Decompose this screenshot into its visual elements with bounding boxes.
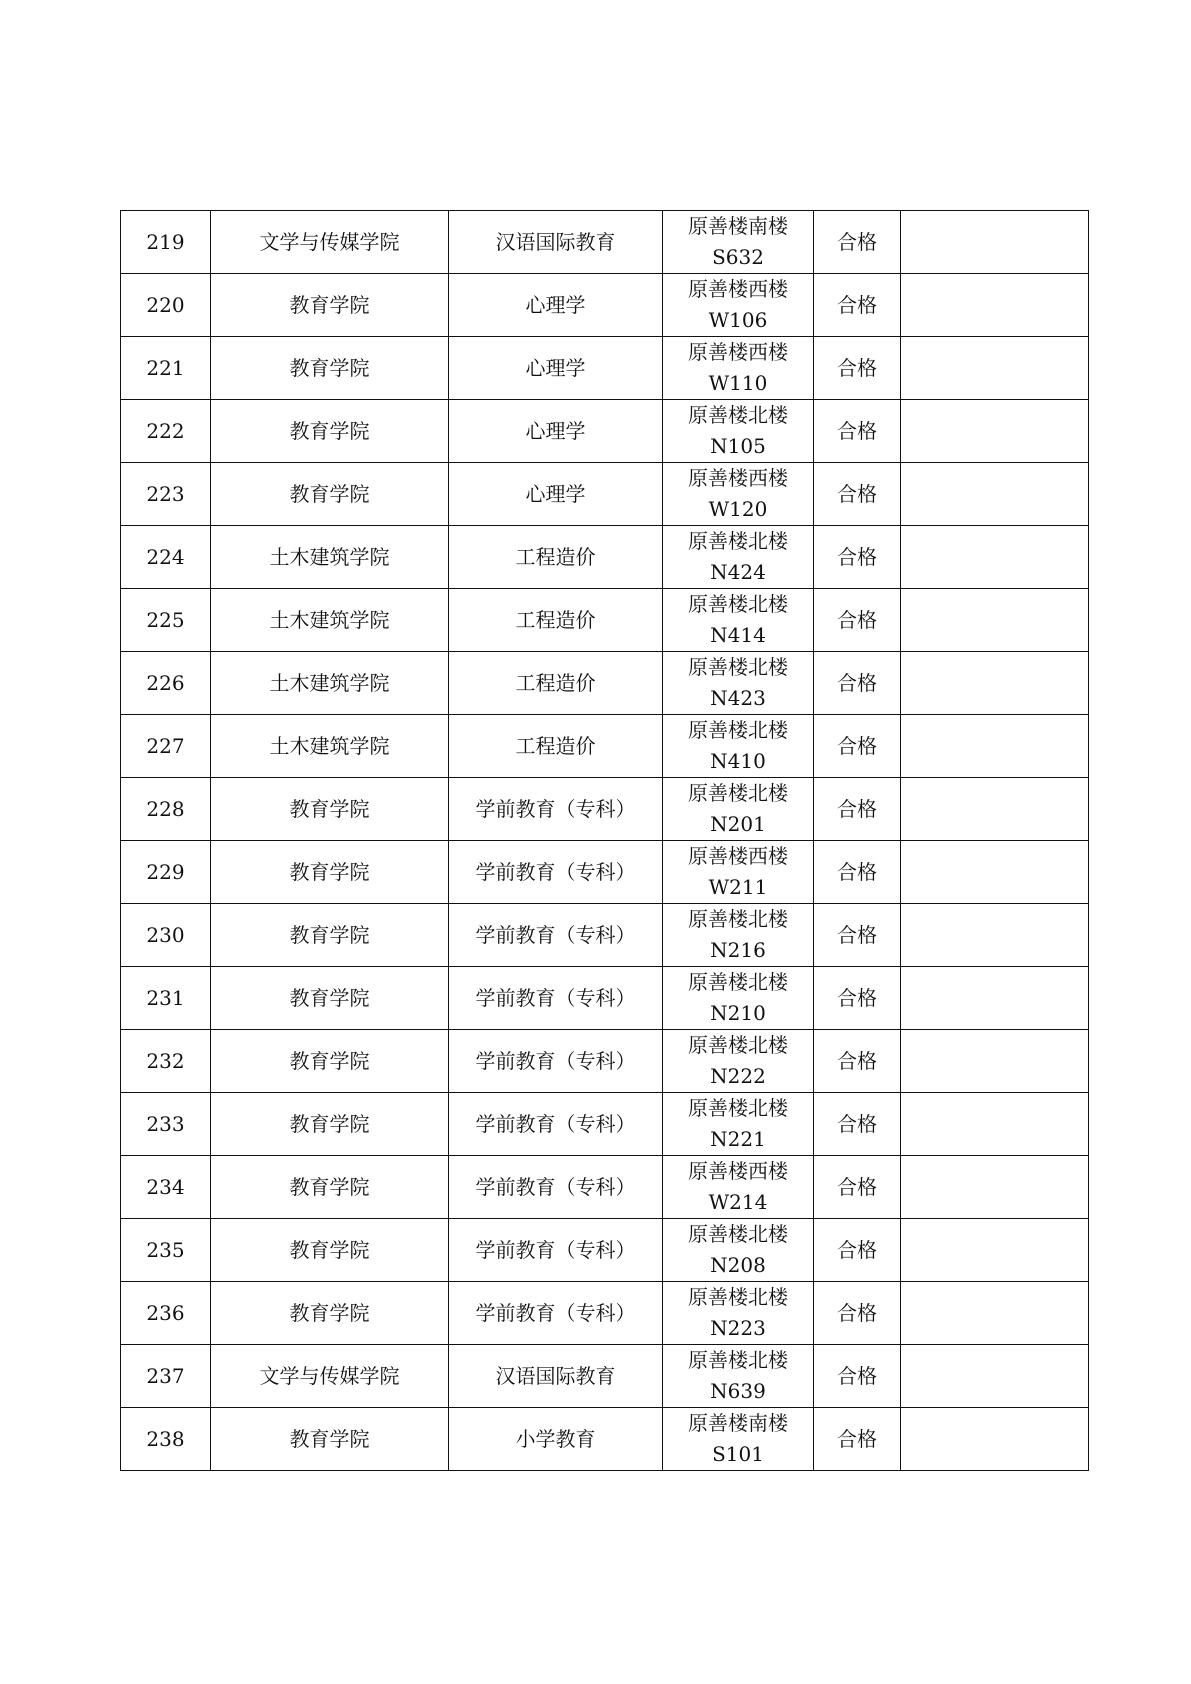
result-cell: 合格 [814, 715, 901, 778]
result-cell: 合格 [814, 1156, 901, 1219]
table-row [121, 967, 1089, 1030]
table-row [121, 841, 1089, 904]
table-row [121, 1030, 1089, 1093]
table-body [121, 211, 1089, 1471]
result-cell: 合格 [814, 589, 901, 652]
building-name: 原善楼西楼 [688, 1159, 788, 1183]
remark-cell [901, 1093, 1089, 1156]
building-name: 原善楼北楼 [688, 655, 788, 679]
major-cell: 学前教育（专科） [449, 778, 663, 841]
location-cell [663, 1156, 814, 1219]
college-cell: 土木建筑学院 [211, 652, 449, 715]
table-row [121, 652, 1089, 715]
room-number: W110 [708, 371, 768, 395]
college-cell: 教育学院 [211, 967, 449, 1030]
remark-cell [901, 526, 1089, 589]
row-number-cell: 221 [121, 337, 211, 400]
result-cell: 合格 [814, 1219, 901, 1282]
building-name: 原善楼北楼 [688, 1033, 788, 1057]
building-name: 原善楼北楼 [688, 970, 788, 994]
result-cell: 合格 [814, 274, 901, 337]
result-cell: 合格 [814, 463, 901, 526]
major-cell: 小学教育 [449, 1408, 663, 1471]
college-cell: 教育学院 [211, 841, 449, 904]
table-row [121, 715, 1089, 778]
major-cell: 学前教育（专科） [449, 904, 663, 967]
location-cell [663, 400, 814, 463]
row-number-cell: 219 [121, 211, 211, 274]
row-number-cell: 231 [121, 967, 211, 1030]
room-number: N414 [710, 623, 766, 647]
college-cell: 教育学院 [211, 400, 449, 463]
results-table [120, 210, 1089, 1471]
row-number-cell: 238 [121, 1408, 211, 1471]
room-number: W214 [708, 1190, 768, 1214]
room-number: N639 [710, 1379, 766, 1403]
room-number: S101 [712, 1442, 764, 1466]
result-cell: 合格 [814, 967, 901, 1030]
row-number-cell: 234 [121, 1156, 211, 1219]
building-name: 原善楼北楼 [688, 1096, 788, 1120]
room-number: N424 [710, 560, 766, 584]
location-cell [663, 274, 814, 337]
room-number: N410 [710, 749, 766, 773]
location-cell [663, 841, 814, 904]
building-name: 原善楼北楼 [688, 592, 788, 616]
row-number-cell: 228 [121, 778, 211, 841]
remark-cell [901, 967, 1089, 1030]
building-name: 原善楼西楼 [688, 844, 788, 868]
location-cell [663, 652, 814, 715]
remark-cell [901, 1156, 1089, 1219]
building-name: 原善楼北楼 [688, 1285, 788, 1309]
result-cell: 合格 [814, 400, 901, 463]
room-number: W211 [708, 875, 768, 899]
table-row [121, 526, 1089, 589]
row-number-cell: 224 [121, 526, 211, 589]
room-number: N222 [710, 1064, 766, 1088]
building-name: 原善楼北楼 [688, 403, 788, 427]
location-cell [663, 1408, 814, 1471]
college-cell: 教育学院 [211, 1408, 449, 1471]
row-number-cell: 233 [121, 1093, 211, 1156]
room-number: N210 [710, 1001, 766, 1025]
location-cell [663, 1282, 814, 1345]
location-cell [663, 715, 814, 778]
major-cell: 学前教育（专科） [449, 841, 663, 904]
major-cell: 学前教育（专科） [449, 1219, 663, 1282]
remark-cell [901, 841, 1089, 904]
college-cell: 文学与传媒学院 [211, 1345, 449, 1408]
college-cell: 教育学院 [211, 463, 449, 526]
result-cell: 合格 [814, 904, 901, 967]
college-cell: 教育学院 [211, 1156, 449, 1219]
major-cell: 学前教育（专科） [449, 967, 663, 1030]
major-cell: 工程造价 [449, 715, 663, 778]
room-number: N208 [710, 1253, 766, 1277]
building-name: 原善楼南楼 [688, 214, 788, 238]
location-cell [663, 1093, 814, 1156]
building-name: 原善楼西楼 [688, 466, 788, 490]
remark-cell [901, 274, 1089, 337]
table-row [121, 778, 1089, 841]
table-row [121, 1219, 1089, 1282]
result-cell: 合格 [814, 1408, 901, 1471]
remark-cell [901, 400, 1089, 463]
table-row [121, 1282, 1089, 1345]
location-cell [663, 211, 814, 274]
college-cell: 教育学院 [211, 904, 449, 967]
college-cell: 土木建筑学院 [211, 715, 449, 778]
table-row [121, 589, 1089, 652]
college-cell: 教育学院 [211, 1030, 449, 1093]
major-cell: 学前教育（专科） [449, 1156, 663, 1219]
room-number: N423 [710, 686, 766, 710]
result-cell: 合格 [814, 1030, 901, 1093]
table-row [121, 1408, 1089, 1471]
table-row [121, 1345, 1089, 1408]
major-cell: 工程造价 [449, 652, 663, 715]
location-cell [663, 778, 814, 841]
row-number-cell: 237 [121, 1345, 211, 1408]
location-cell [663, 967, 814, 1030]
row-number-cell: 223 [121, 463, 211, 526]
college-cell: 土木建筑学院 [211, 589, 449, 652]
major-cell: 汉语国际教育 [449, 211, 663, 274]
building-name: 原善楼西楼 [688, 277, 788, 301]
remark-cell [901, 337, 1089, 400]
location-cell [663, 1219, 814, 1282]
location-cell [663, 337, 814, 400]
major-cell: 学前教育（专科） [449, 1093, 663, 1156]
remark-cell [901, 1219, 1089, 1282]
building-name: 原善楼北楼 [688, 1348, 788, 1372]
room-number: W106 [708, 308, 768, 332]
table-row [121, 463, 1089, 526]
major-cell: 心理学 [449, 400, 663, 463]
row-number-cell: 226 [121, 652, 211, 715]
row-number-cell: 236 [121, 1282, 211, 1345]
result-cell: 合格 [814, 1345, 901, 1408]
result-cell: 合格 [814, 1093, 901, 1156]
remark-cell [901, 1345, 1089, 1408]
table-row [121, 1156, 1089, 1219]
remark-cell [901, 463, 1089, 526]
row-number-cell: 232 [121, 1030, 211, 1093]
college-cell: 文学与传媒学院 [211, 211, 449, 274]
result-cell: 合格 [814, 337, 901, 400]
college-cell: 土木建筑学院 [211, 526, 449, 589]
result-cell: 合格 [814, 652, 901, 715]
remark-cell [901, 1408, 1089, 1471]
location-cell [663, 589, 814, 652]
major-cell: 学前教育（专科） [449, 1282, 663, 1345]
building-name: 原善楼北楼 [688, 1222, 788, 1246]
location-cell [663, 463, 814, 526]
row-number-cell: 225 [121, 589, 211, 652]
major-cell: 心理学 [449, 337, 663, 400]
building-name: 原善楼北楼 [688, 529, 788, 553]
major-cell: 汉语国际教育 [449, 1345, 663, 1408]
result-cell: 合格 [814, 841, 901, 904]
major-cell: 心理学 [449, 274, 663, 337]
college-cell: 教育学院 [211, 1093, 449, 1156]
result-cell: 合格 [814, 1282, 901, 1345]
remark-cell [901, 1282, 1089, 1345]
table-row [121, 904, 1089, 967]
room-number: N105 [710, 434, 766, 458]
building-name: 原善楼北楼 [688, 907, 788, 931]
remark-cell [901, 904, 1089, 967]
row-number-cell: 222 [121, 400, 211, 463]
location-cell [663, 1030, 814, 1093]
remark-cell [901, 778, 1089, 841]
table-row [121, 274, 1089, 337]
major-cell: 工程造价 [449, 526, 663, 589]
row-number-cell: 235 [121, 1219, 211, 1282]
row-number-cell: 230 [121, 904, 211, 967]
room-number: N216 [710, 938, 766, 962]
table-row [121, 337, 1089, 400]
remark-cell [901, 715, 1089, 778]
table-row [121, 211, 1089, 274]
remark-cell [901, 1030, 1089, 1093]
room-number: N223 [710, 1316, 766, 1340]
room-number: S632 [712, 245, 764, 269]
remark-cell [901, 211, 1089, 274]
result-cell: 合格 [814, 211, 901, 274]
location-cell [663, 1345, 814, 1408]
major-cell: 心理学 [449, 463, 663, 526]
building-name: 原善楼西楼 [688, 340, 788, 364]
table-row [121, 400, 1089, 463]
remark-cell [901, 589, 1089, 652]
row-number-cell: 229 [121, 841, 211, 904]
major-cell: 学前教育（专科） [449, 1030, 663, 1093]
row-number-cell: 227 [121, 715, 211, 778]
major-cell: 工程造价 [449, 589, 663, 652]
result-cell: 合格 [814, 778, 901, 841]
building-name: 原善楼南楼 [688, 1411, 788, 1435]
remark-cell [901, 652, 1089, 715]
result-cell: 合格 [814, 526, 901, 589]
building-name: 原善楼北楼 [688, 718, 788, 742]
table-row [121, 1093, 1089, 1156]
college-cell: 教育学院 [211, 274, 449, 337]
location-cell [663, 904, 814, 967]
college-cell: 教育学院 [211, 1219, 449, 1282]
college-cell: 教育学院 [211, 778, 449, 841]
college-cell: 教育学院 [211, 1282, 449, 1345]
room-number: N221 [710, 1127, 766, 1151]
row-number-cell: 220 [121, 274, 211, 337]
location-cell [663, 526, 814, 589]
college-cell: 教育学院 [211, 337, 449, 400]
room-number: W120 [708, 497, 768, 521]
building-name: 原善楼北楼 [688, 781, 788, 805]
room-number: N201 [710, 812, 766, 836]
